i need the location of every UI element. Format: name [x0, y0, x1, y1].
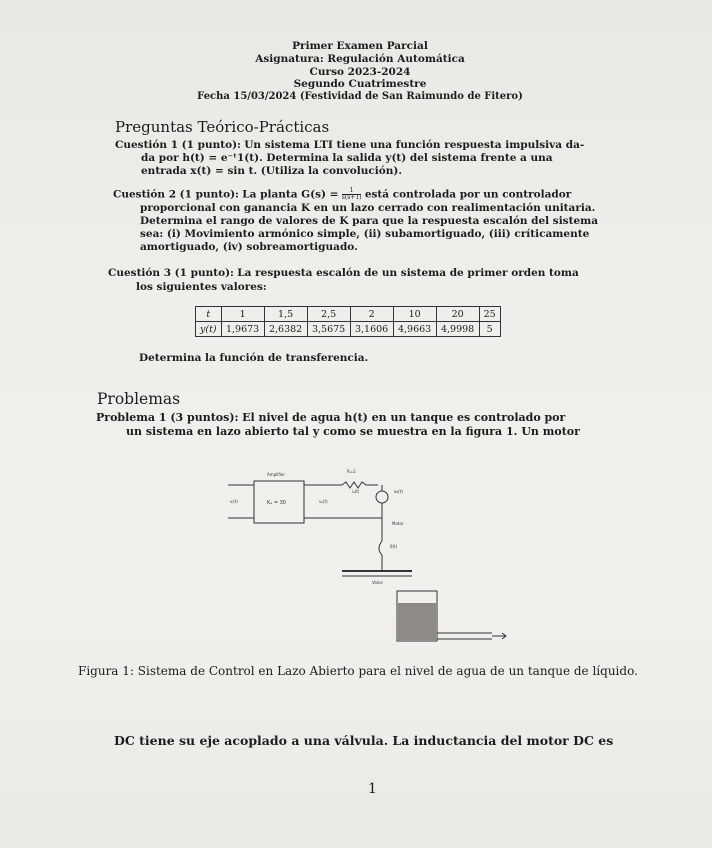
question-2-text-1b: está controlada por un controlador	[364, 188, 572, 201]
term: Segundo Cuatrimestre	[293, 78, 427, 90]
table-cell: 2,6382	[264, 322, 307, 337]
amplifier-label: Amplifier	[267, 472, 286, 477]
table-cell: 3,1606	[350, 322, 393, 337]
armature-current-label: iₐ(t)	[352, 489, 360, 494]
table-cell: 2,5	[307, 307, 350, 322]
step-response-table	[195, 306, 501, 337]
armature-voltage-label: vₐ(t)	[319, 499, 328, 504]
resistor	[342, 482, 378, 488]
resistance-label: R=2	[347, 469, 356, 474]
question-3-label: Cuestión 3 (1 punto):	[108, 267, 234, 279]
question-1-line-1	[115, 139, 584, 152]
question-2-text-1a: La planta G(s) =	[242, 188, 339, 201]
date: Fecha 15/03/2024 (Festividad de San Raimundo de Fitero)	[197, 91, 523, 102]
table-cell: 3,5675	[307, 322, 350, 337]
problem-1-label: Problema 1 (3 puntos):	[96, 411, 239, 424]
gain-label: Kₐ = 30	[267, 500, 286, 506]
transfer-fraction	[342, 188, 362, 201]
question-1-line-3: entrada x(t) = sin t. (Utiliza la convolución).	[141, 165, 403, 177]
question-3-after: Determina la función de transferencia.	[139, 352, 369, 364]
input-voltage-label: vᵢ(t)	[230, 499, 238, 504]
outflow-arrow	[492, 633, 506, 639]
page-number: 1	[368, 781, 377, 797]
table-cell: t	[196, 307, 222, 322]
figure-caption: Figura 1: Sistema de Control en Lazo Abierto para el nivel de agua de un tanque de líquido.	[78, 664, 638, 678]
table-row-t	[196, 307, 501, 322]
course: Curso 2023-2024	[309, 66, 411, 78]
theta-label: θ(t)	[390, 544, 398, 549]
table-cell: 10	[393, 307, 436, 322]
question-3-text-1: La respuesta escalón de un sistema de primer orden toma	[237, 267, 579, 279]
question-2-line-2: proporcional con ganancia K en un lazo cerrado con realimentación unitaria.	[140, 202, 596, 214]
valve-shaft	[379, 541, 382, 555]
question-2-line-3: Determina el rango de valores de K para que la respuesta escalón del sistema	[140, 215, 599, 227]
question-2-line-1	[113, 188, 571, 202]
fraction-denominator: s(s+1)	[341, 194, 362, 201]
exam-title: Primer Examen Parcial	[292, 40, 428, 52]
table-cell: y(t)	[196, 322, 222, 337]
section-title-theory: Preguntas Teórico-Prácticas	[115, 118, 330, 136]
section-title-problems: Problemas	[97, 390, 181, 408]
table-cell: 4,9663	[393, 322, 436, 337]
problem-1-text-1: El nivel de agua h(t) en un tanque es controlado por	[242, 411, 566, 424]
table-cell: 2	[350, 307, 393, 322]
question-2-line-4: sea: (i) Movimiento armónico simple, (ii) subamortiguado, (iii) críticamente	[140, 228, 590, 240]
table-cell: 5	[479, 322, 500, 337]
problem-1-line-2: un sistema en lazo abierto tal y como se muestra en la figura 1. Un motor	[126, 425, 580, 438]
table-cell: 20	[436, 307, 479, 322]
problem-1-continuation: DC tiene su eje acoplado a una válvula. La inductancia del motor DC es	[114, 733, 614, 748]
question-2-label: Cuestión 2 (1 punto):	[113, 188, 239, 201]
table-cell: 25	[479, 307, 500, 322]
table-row-y	[196, 322, 501, 337]
table-cell: 1,5	[264, 307, 307, 322]
tank-control-diagram	[222, 463, 522, 653]
back-emf-label: eᵦ(t)	[394, 489, 403, 494]
question-3-line-1	[108, 267, 579, 280]
subject: Asignatura: Regulación Automática	[255, 53, 465, 65]
table-cell: 1	[221, 307, 264, 322]
valve-label: Valve	[372, 580, 383, 585]
question-1-label: Cuestión 1 (1 punto):	[115, 139, 241, 151]
motor-label: Motor	[392, 521, 404, 526]
motor-symbol	[376, 491, 388, 503]
table-cell: 1,9673	[221, 322, 264, 337]
question-1-line-2: da por h(t) = e⁻ᵗ1(t). Determina la salida y(t) del sistema frente a una	[141, 152, 553, 164]
question-1-text-1: Un sistema LTI tiene una función respuesta impulsiva da-	[244, 139, 585, 151]
water-level	[398, 603, 436, 640]
question-3-line-2: los siguientes valores:	[136, 281, 267, 293]
problem-1-line-1	[96, 411, 565, 424]
table-cell: 4,9998	[436, 322, 479, 337]
question-2-line-5: amortiguado, (iv) sobreamortiguado.	[140, 241, 358, 253]
fraction-numerator: 1	[342, 188, 362, 195]
